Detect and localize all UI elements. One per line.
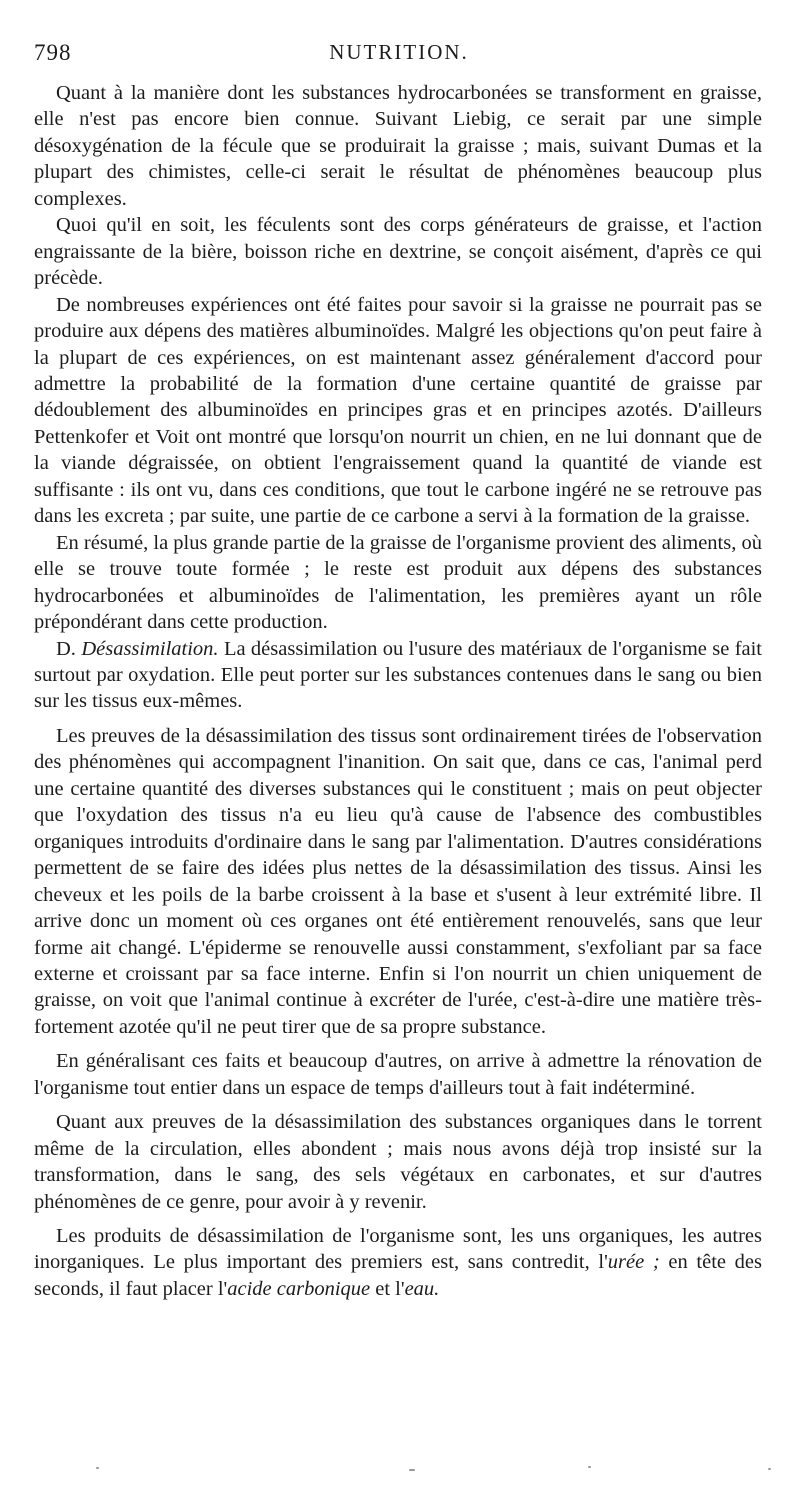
products-text-a: Les produits de désassimilation de l'organisme sont, les uns organiques, les autres inorganiques. Le plus important des premiers est, sans contredit, l' — [34, 1225, 762, 1274]
products-text-c: et l' — [370, 1277, 405, 1300]
scan-speck — [768, 1468, 771, 1470]
section-intro-text: La désassimilation ou l'usure des matériaux de l'organisme se fait surtout par oxydation. Elle peut porter sur les substances contenues dans le sang ou bien sur les tissus eux-mêmes. — [34, 637, 763, 713]
paragraph-fat-formation: Quant à la manière dont les substances hydrocarbonées se transforment en graisse, elle n'est pas encore bien connue. Suivant Liebig, ce serait par une simple désoxygénation de la fécule que se produirait la graisse ; mais, suivant Dumas et la plupart des chimistes, celle-ci serait le résultat de phénomènes beaucoup plus complexes. — [34, 82, 762, 210]
section-heading: Désassimilation. — [81, 637, 219, 660]
section-letter: D. — [56, 637, 76, 660]
term-acide-carbonique: acide carbonique — [227, 1277, 371, 1300]
paragraph-experiments: De nombreuses expériences ont été faites pour savoir si la graisse ne pourrait pas se produire aux dépens des matières albuminoïdes. Malgré les objections qu'on peut faire à la plupart de ces expériences, on est maintenant assez généralement d'accord pour admettre la probabilité de la formation d'une certaine quantité de graisse par dédoublement des albuminoïdes en principes gras et en principes azotés. D'ailleurs Pettenkofer et Voit ont montré que lorsqu'on nourrit un chien, en ne lui donnant que de la viande dégraissée, on obtient l'engraissement quand la quantité de viande est suffisante : ils ont vu, dans ces conditions, que tout le carbone ingéré ne se retrouve pas dans les excreta ; par suite, une partie de ce carbone a servi à la formation de la graisse. — [34, 293, 762, 528]
running-title: NUTRITION. — [329, 40, 469, 64]
scan-speck — [96, 1467, 99, 1469]
products-text-b: en tête des seconds, il faut placer l' — [34, 1251, 762, 1300]
term-eau: eau. — [404, 1277, 440, 1300]
body-text — [34, 80, 762, 1302]
scan-speck — [409, 1469, 415, 1471]
paragraph-renovation: En généralisant ces faits et beaucoup d'autres, on arrive à admettre la rénovation de l'organisme tout entier dans un espace de temps d'ailleurs tout à fait indéterminé. — [34, 1050, 762, 1099]
paragraph-circulation: Quant aux preuves de la désassimilation des substances organiques dans le torrent même de la circulation, elles abondent ; mais nous avons déjà trop insisté sur la transformation, dans le sang, des sels végétaux en carbonates, et sur d'autres phénomènes de ce genre, pour avoir à y revenir. — [34, 1111, 762, 1213]
scan-speck — [588, 1466, 591, 1468]
paragraph-products — [34, 1223, 762, 1302]
term-uree: urée ; — [607, 1251, 660, 1274]
paragraph-summary: En résumé, la plus grande partie de la graisse de l'organisme provient des aliments, où elle se trouve toute formée ; le reste est produit aux dépens des substances hydrocarbonées et albuminoïdes de l'alimentation, les premières ayant un rôle prépondérant dans cette production. — [34, 531, 762, 634]
paragraph-tissue-evidence: Les preuves de la désassimilation des tissus sont ordinairement tirées de l'observation des phénomènes qui accompagnent l'inanition. On sait que, dans ce cas, l'animal perd une certaine quantité des diverses substances qui le constituent ; mais on peut objecter que l'oxydation des tissus n'a eu lieu qu'à cause de l'absence des combustibles organiques introduits d'ordinaire dans le sang par l'alimentation. D'autres considérations permettent de se faire des idées plus nettes de la désassimilation des tissus. Ainsi les cheveux et les poils de la barbe croissent à la base et s'usent à leur extrémité libre. Il arrive donc un moment où ces organes ont été entièrement renouvelés, sans que leur forme ait changé. L'épiderme se renouvelle aussi constamment, s'exfoliant par sa face externe et croissant par sa face interne. Enfin si l'on nourrit un chien uniquement de graisse, on voit que l'animal continue à excréter de l'urée, c'est-à-dire une matière très-fortement azotée qu'il ne peut tirer que de sa propre substance. — [34, 724, 762, 1038]
paragraph-disassimilation — [34, 636, 762, 715]
page-header — [34, 40, 764, 70]
paragraph-starches: Quoi qu'il en soit, les féculents sont des corps générateurs de graisse, et l'action engraissante de la bière, boisson riche en dextrine, se conçoit aisément, d'après ce qui précède. — [34, 214, 762, 290]
page-number: 798 — [34, 40, 72, 65]
